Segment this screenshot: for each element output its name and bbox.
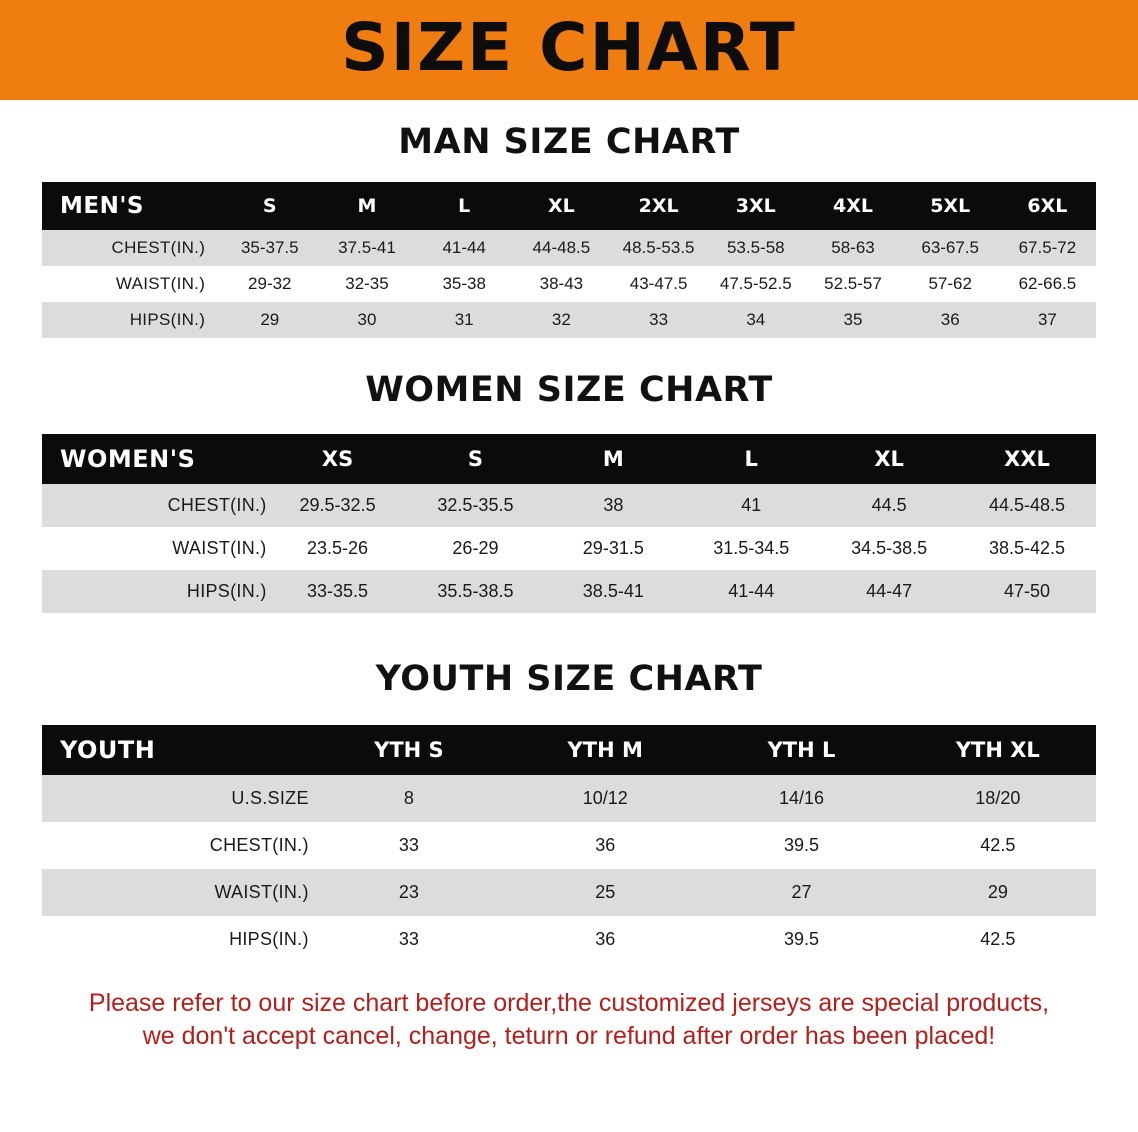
man-col-1: M <box>318 182 415 230</box>
women-cell-0-3: 41 <box>682 484 820 527</box>
man-cell-1-4: 43-47.5 <box>610 266 707 302</box>
banner <box>0 0 1138 100</box>
youth-row-label-0: U.S.SIZE <box>42 775 311 822</box>
man-cell-2-6: 35 <box>804 302 901 338</box>
youth-corner-label: YOUTH <box>42 725 311 775</box>
women-col-3: L <box>682 434 820 484</box>
youth-cell-1-1: 36 <box>507 822 703 869</box>
women-table-body <box>42 484 1096 613</box>
man-col-7: 5XL <box>902 182 999 230</box>
table-row <box>42 230 1096 266</box>
man-section-heading: MAN SIZE CHART <box>398 122 740 162</box>
women-cell-1-4: 34.5-38.5 <box>820 527 958 570</box>
youth-cell-1-2: 39.5 <box>703 822 899 869</box>
man-cell-0-3: 44-48.5 <box>513 230 610 266</box>
youth-table-head <box>42 725 1096 775</box>
table-row <box>42 822 1096 869</box>
table-header-row <box>42 182 1096 230</box>
table-row <box>42 484 1096 527</box>
women-cell-2-3: 41-44 <box>682 570 820 613</box>
man-cell-0-4: 48.5-53.5 <box>610 230 707 266</box>
man-cell-2-8: 37 <box>999 302 1096 338</box>
youth-col-2: YTH L <box>703 725 899 775</box>
youth-cell-0-3: 18/20 <box>900 775 1096 822</box>
table-row <box>42 527 1096 570</box>
women-corner-label: WOMEN'S <box>42 434 269 484</box>
disclaimer-line-2: we don't accept cancel, change, teturn or refund after order has been placed! <box>142 1022 996 1050</box>
women-cell-2-2: 38.5-41 <box>544 570 682 613</box>
women-cell-0-1: 32.5-35.5 <box>407 484 545 527</box>
youth-col-3: YTH XL <box>900 725 1096 775</box>
man-cell-2-2: 31 <box>416 302 513 338</box>
man-size-table <box>42 182 1096 338</box>
man-row-label-2: HIPS(IN.) <box>42 302 221 338</box>
women-table-head <box>42 434 1096 484</box>
table-header-row <box>42 434 1096 484</box>
man-cell-2-3: 32 <box>513 302 610 338</box>
women-col-2: M <box>544 434 682 484</box>
women-col-0: XS <box>269 434 407 484</box>
table-row <box>42 570 1096 613</box>
youth-section-heading: YOUTH SIZE CHART <box>375 659 763 699</box>
youth-row-label-3: HIPS(IN.) <box>42 916 311 963</box>
youth-col-1: YTH M <box>507 725 703 775</box>
women-row-label-1: WAIST(IN.) <box>42 527 269 570</box>
man-cell-1-6: 52.5-57 <box>804 266 901 302</box>
youth-cell-2-2: 27 <box>703 869 899 916</box>
women-col-1: S <box>407 434 545 484</box>
man-corner-label: MEN'S <box>42 182 221 230</box>
women-cell-2-0: 33-35.5 <box>269 570 407 613</box>
man-cell-0-5: 53.5-58 <box>707 230 804 266</box>
women-cell-0-2: 38 <box>544 484 682 527</box>
women-cell-0-5: 44.5-48.5 <box>958 484 1096 527</box>
women-cell-2-4: 44-47 <box>820 570 958 613</box>
man-cell-2-7: 36 <box>902 302 999 338</box>
women-cell-1-3: 31.5-34.5 <box>682 527 820 570</box>
women-row-label-2: HIPS(IN.) <box>42 570 269 613</box>
man-col-5: 3XL <box>707 182 804 230</box>
table-row <box>42 302 1096 338</box>
women-cell-1-2: 29-31.5 <box>544 527 682 570</box>
youth-cell-3-2: 39.5 <box>703 916 899 963</box>
man-row-label-1: WAIST(IN.) <box>42 266 221 302</box>
man-table-head <box>42 182 1096 230</box>
youth-cell-2-3: 29 <box>900 869 1096 916</box>
man-col-2: L <box>416 182 513 230</box>
disclaimer-note <box>38 987 1100 1053</box>
women-cell-0-4: 44.5 <box>820 484 958 527</box>
women-table-wrap <box>42 434 1096 613</box>
disclaimer-line-1: Please refer to our size chart before order,the customized jerseys are special products, <box>88 989 1050 1017</box>
man-cell-0-2: 41-44 <box>416 230 513 266</box>
man-cell-2-5: 34 <box>707 302 804 338</box>
table-row <box>42 775 1096 822</box>
man-table-wrap <box>42 182 1096 338</box>
table-row <box>42 869 1096 916</box>
youth-cell-2-0: 23 <box>311 869 507 916</box>
women-cell-2-5: 47-50 <box>958 570 1096 613</box>
table-row <box>42 916 1096 963</box>
women-cell-1-5: 38.5-42.5 <box>958 527 1096 570</box>
youth-cell-2-1: 25 <box>507 869 703 916</box>
man-cell-1-0: 29-32 <box>221 266 318 302</box>
women-section-heading: WOMEN SIZE CHART <box>365 370 773 410</box>
man-col-3: XL <box>513 182 610 230</box>
youth-table-wrap <box>42 725 1096 963</box>
man-table-body <box>42 230 1096 338</box>
table-row <box>42 266 1096 302</box>
man-col-6: 4XL <box>804 182 901 230</box>
women-size-table <box>42 434 1096 613</box>
women-row-label-0: CHEST(IN.) <box>42 484 269 527</box>
youth-table-body <box>42 775 1096 963</box>
youth-size-table <box>42 725 1096 963</box>
youth-cell-3-1: 36 <box>507 916 703 963</box>
man-cell-1-5: 47.5-52.5 <box>707 266 804 302</box>
women-cell-1-0: 23.5-26 <box>269 527 407 570</box>
man-cell-2-4: 33 <box>610 302 707 338</box>
man-cell-2-0: 29 <box>221 302 318 338</box>
youth-row-label-2: WAIST(IN.) <box>42 869 311 916</box>
youth-row-label-1: CHEST(IN.) <box>42 822 311 869</box>
man-cell-1-8: 62-66.5 <box>999 266 1096 302</box>
women-col-5: XXL <box>958 434 1096 484</box>
youth-cell-0-0: 8 <box>311 775 507 822</box>
table-header-row <box>42 725 1096 775</box>
man-cell-0-1: 37.5-41 <box>318 230 415 266</box>
man-col-0: S <box>221 182 318 230</box>
man-cell-0-0: 35-37.5 <box>221 230 318 266</box>
youth-cell-1-0: 33 <box>311 822 507 869</box>
women-cell-1-1: 26-29 <box>407 527 545 570</box>
man-cell-0-7: 63-67.5 <box>902 230 999 266</box>
man-cell-2-1: 30 <box>318 302 415 338</box>
youth-cell-3-3: 42.5 <box>900 916 1096 963</box>
youth-cell-1-3: 42.5 <box>900 822 1096 869</box>
page-title: SIZE CHART <box>341 9 797 86</box>
man-cell-0-8: 67.5-72 <box>999 230 1096 266</box>
man-col-8: 6XL <box>999 182 1096 230</box>
man-col-4: 2XL <box>610 182 707 230</box>
women-cell-2-1: 35.5-38.5 <box>407 570 545 613</box>
man-cell-0-6: 58-63 <box>804 230 901 266</box>
youth-cell-3-0: 33 <box>311 916 507 963</box>
youth-cell-0-1: 10/12 <box>507 775 703 822</box>
man-cell-1-3: 38-43 <box>513 266 610 302</box>
man-cell-1-1: 32-35 <box>318 266 415 302</box>
women-col-4: XL <box>820 434 958 484</box>
youth-cell-0-2: 14/16 <box>703 775 899 822</box>
man-row-label-0: CHEST(IN.) <box>42 230 221 266</box>
man-cell-1-2: 35-38 <box>416 266 513 302</box>
women-cell-0-0: 29.5-32.5 <box>269 484 407 527</box>
man-cell-1-7: 57-62 <box>902 266 999 302</box>
youth-col-0: YTH S <box>311 725 507 775</box>
